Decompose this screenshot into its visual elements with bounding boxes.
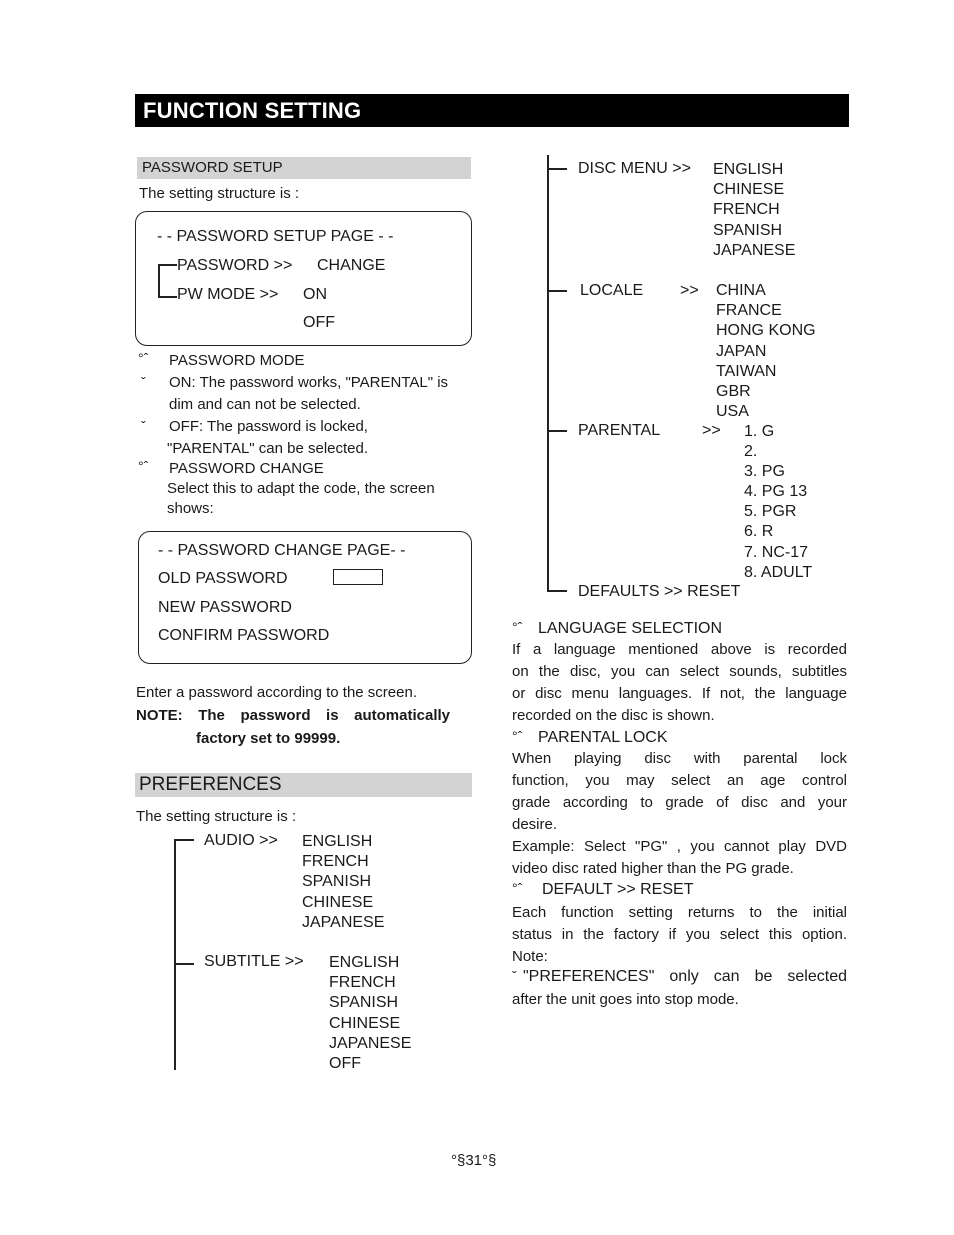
disc-menu-label: DISC MENU >> — [578, 160, 691, 177]
list-item: JAPANESE — [302, 913, 385, 931]
list-item: JAPAN — [716, 342, 767, 360]
note-line-1: NOTE: The password is automatically — [136, 707, 450, 724]
defaults-label: DEFAULTS >> RESET — [578, 583, 741, 600]
enter-password-text: Enter a password according to the screen. — [136, 684, 417, 701]
preferences-heading: PREFERENCES — [139, 774, 282, 795]
preferences-note-line-1: "PREFERENCES" only can be selected — [523, 968, 847, 985]
list-item: USA — [716, 403, 749, 421]
confirm-password-label: CONFIRM PASSWORD — [158, 627, 330, 644]
on-line-1: ON: The password works, "PARENTAL" is — [169, 374, 449, 391]
list-item: 4. PG 13 — [744, 483, 808, 501]
preferences-note-line-2: after the unit goes into stop mode. — [512, 991, 739, 1008]
list-item: SPANISH — [329, 994, 399, 1012]
old-password-label: OLD PASSWORD — [158, 570, 288, 587]
mode-bullet: °ˆ — [138, 350, 149, 366]
bracket-vertical — [158, 264, 160, 298]
parental-lock-text — [512, 748, 847, 880]
old-password-field[interactable] — [333, 569, 383, 585]
locale-label: LOCALE — [580, 282, 644, 299]
bracket-bottom — [158, 296, 177, 298]
list-item: OFF — [329, 1055, 361, 1073]
text-line: If a language mentioned above is recorded — [512, 641, 847, 658]
preferences-intro: The setting structure is : — [136, 808, 297, 825]
title-bar — [135, 94, 849, 127]
parental-branch — [547, 430, 567, 432]
language-bullet: °ˆ — [512, 619, 523, 635]
subtitle-options — [329, 953, 411, 1074]
default-reset-bullet: °ˆ — [512, 880, 523, 896]
list-item: FRENCH — [329, 974, 396, 992]
change-bullet: °ˆ — [138, 458, 149, 474]
list-item: SPANISH — [713, 221, 783, 239]
text-line: on the disc, you can select sounds, subtitles — [512, 663, 847, 680]
off-line-2: "PARENTAL" can be selected. — [167, 440, 369, 457]
page-title: FUNCTION SETTING — [143, 98, 362, 123]
locale-arrow: >> — [680, 282, 699, 299]
locale-options — [716, 281, 816, 422]
text-line: status in the factory if you select this option. — [512, 926, 847, 943]
text-line: video disc rated higher than the PG grade. — [512, 860, 794, 877]
list-item: 8. ADULT — [744, 563, 813, 581]
note-line-2: factory set to 99999. — [196, 730, 341, 747]
password-setup-page-title: - - PASSWORD SETUP PAGE - - — [157, 228, 394, 245]
language-selection-text — [512, 639, 847, 727]
list-item: CHINESE — [713, 181, 785, 199]
list-item: 5. PGR — [744, 503, 797, 521]
password-change-heading: PASSWORD CHANGE — [169, 460, 324, 477]
default-reset-heading: DEFAULT >> RESET — [542, 881, 694, 898]
password-mode-heading: PASSWORD MODE — [169, 352, 305, 369]
list-item: ENGLISH — [302, 833, 373, 850]
on-bullet: ˇ — [141, 374, 146, 390]
pw-mode-row-value: ON — [303, 286, 327, 303]
password-row-value: CHANGE — [317, 257, 386, 274]
list-item: GBR — [716, 383, 751, 401]
text-line: function, you may select an age control — [512, 772, 847, 789]
audio-label: AUDIO >> — [204, 832, 278, 849]
text-line: Note: — [512, 948, 548, 965]
list-item: SPANISH — [302, 873, 372, 891]
parental-options — [744, 422, 812, 583]
note-bullet: ˇ — [512, 968, 517, 984]
parental-label: PARENTAL — [578, 422, 661, 439]
list-item: 3. PG — [744, 463, 785, 481]
password-row-label: PASSWORD >> — [177, 257, 293, 274]
list-item: ENGLISH — [329, 954, 400, 971]
audio-options — [302, 832, 384, 933]
list-item: 2. — [744, 443, 758, 461]
text-line: recorded on the disc is shown. — [512, 707, 715, 724]
list-item: 6. R — [744, 523, 774, 541]
list-item: 7. NC-17 — [744, 543, 809, 561]
default-reset-text — [512, 902, 847, 968]
list-item: JAPANESE — [329, 1034, 412, 1052]
parental-lock-heading: PARENTAL LOCK — [538, 729, 668, 746]
text-line: When playing disc with parental lock — [512, 750, 847, 767]
text-line: desire. — [512, 816, 558, 833]
password-setup-intro: The setting structure is : — [139, 185, 300, 202]
text-line: or disc menu languages. If not, the language — [512, 685, 847, 702]
defaults-branch — [547, 590, 567, 592]
list-item: JAPANESE — [713, 241, 796, 259]
text-line: grade according to grade of disc and your — [512, 794, 847, 811]
subtitle-branch — [174, 963, 194, 965]
language-selection-heading: LANGUAGE SELECTION — [538, 620, 723, 637]
page-number: °§31°§ — [451, 1152, 497, 1169]
change-line-1: Select this to adapt the code, the screen — [167, 480, 435, 497]
new-password-label: NEW PASSWORD — [158, 599, 292, 616]
locale-branch — [547, 290, 567, 292]
password-setup-heading: PASSWORD SETUP — [142, 159, 283, 176]
text-line: Example: Select "PG" , you cannot play DVD — [512, 838, 847, 855]
pw-mode-off-value: OFF — [303, 314, 335, 331]
on-line-2: dim and can not be selected. — [169, 396, 361, 413]
disc-menu-branch — [547, 168, 567, 170]
disc-menu-options — [713, 160, 795, 261]
audio-branch — [174, 839, 194, 841]
pref-tree-left-vertical — [174, 839, 176, 1070]
off-bullet: ˇ — [141, 418, 146, 434]
off-line-1: OFF: The password is locked, — [169, 418, 368, 435]
list-item: HONG KONG — [716, 322, 816, 340]
list-item: CHINESE — [302, 893, 374, 911]
pw-mode-row-label: PW MODE >> — [177, 286, 279, 303]
list-item: FRENCH — [302, 853, 369, 871]
list-item: CHINESE — [329, 1014, 401, 1032]
bracket-top — [158, 264, 177, 266]
list-item: CHINA — [716, 282, 766, 299]
list-item: FRENCH — [713, 201, 780, 219]
subtitle-label: SUBTITLE >> — [204, 953, 304, 970]
list-item: 1. G — [744, 423, 775, 440]
list-item: FRANCE — [716, 302, 782, 320]
text-line: Each function setting returns to the initial — [512, 904, 847, 921]
parental-arrow: >> — [702, 422, 721, 439]
pref-tree-right-vertical — [547, 155, 549, 592]
parental-lock-bullet: °ˆ — [512, 728, 523, 744]
list-item: ENGLISH — [713, 161, 784, 178]
password-change-page-title: - - PASSWORD CHANGE PAGE- - — [158, 542, 406, 559]
list-item: TAIWAN — [716, 362, 777, 380]
change-line-2: shows: — [167, 500, 214, 517]
